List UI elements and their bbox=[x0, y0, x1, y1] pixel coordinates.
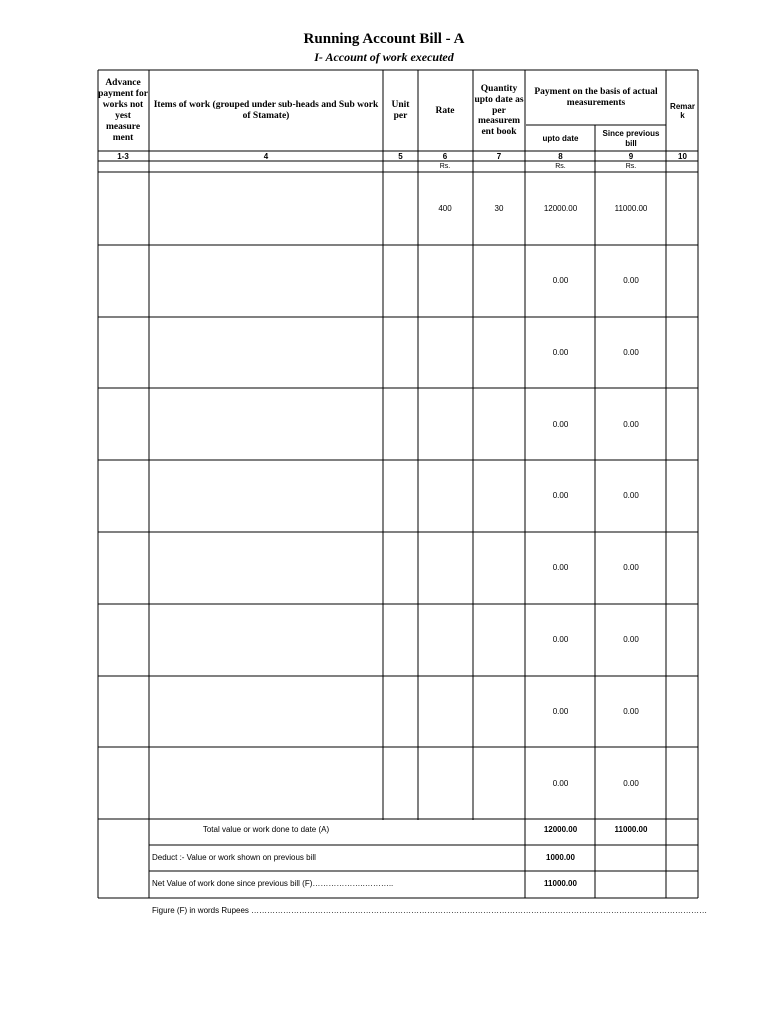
upto-date-cell: 0.00 bbox=[552, 419, 569, 429]
total-label: Total value or work done to date (A) bbox=[202, 824, 330, 834]
quantity-cell bbox=[474, 604, 524, 676]
upto-date-cell: 0.00 bbox=[552, 778, 569, 788]
currency-unit: Rs. bbox=[555, 162, 566, 170]
upto-date-cell: 0.00 bbox=[552, 706, 569, 716]
rate-cell bbox=[418, 747, 472, 819]
since-previous-cell: 0.00 bbox=[623, 563, 639, 573]
quantity-cell bbox=[474, 747, 524, 819]
rate-cell bbox=[418, 245, 472, 317]
header-remark: Remar k bbox=[670, 101, 695, 120]
upto-date-cell: 0.00 bbox=[552, 563, 569, 573]
rate-cell bbox=[418, 388, 472, 460]
column-number: 4 bbox=[263, 151, 269, 161]
header-payment: Payment on the basis of actual measurements bbox=[534, 87, 658, 108]
column-number: 8 bbox=[558, 151, 563, 161]
since-previous-cell: 0.00 bbox=[623, 778, 639, 788]
deduct-label: Deduct :- Value or work shown on previous bill bbox=[152, 852, 316, 862]
rate-cell bbox=[418, 460, 472, 532]
deduct-value: 1000.00 bbox=[546, 852, 575, 862]
rate-cell: 400 bbox=[438, 204, 452, 214]
quantity-cell bbox=[474, 245, 524, 317]
quantity-cell bbox=[474, 388, 524, 460]
header-since-previous: Since previous bill bbox=[602, 129, 660, 148]
page-subtitle: I- Account of work executed bbox=[314, 50, 454, 64]
upto-date-cell: 12000.00 bbox=[543, 204, 578, 214]
rate-cell bbox=[418, 604, 472, 676]
column-number: 1-3 bbox=[117, 151, 129, 161]
net-value-label: Net Value of work done since previous bill (F)………………..……….. bbox=[152, 878, 394, 888]
quantity-cell bbox=[474, 317, 524, 389]
upto-date-cell: 0.00 bbox=[552, 347, 569, 357]
since-previous-cell: 0.00 bbox=[623, 419, 639, 429]
quantity-cell bbox=[474, 676, 524, 748]
column-number: 7 bbox=[496, 151, 502, 161]
column-number: 9 bbox=[628, 151, 634, 161]
currency-unit: Rs. bbox=[439, 162, 451, 170]
quantity-cell bbox=[474, 460, 524, 532]
upto-date-cell: 0.00 bbox=[552, 276, 569, 286]
currency-unit: Rs. bbox=[625, 162, 637, 170]
column-number: 5 bbox=[398, 151, 403, 161]
since-previous-cell: 11000.00 bbox=[614, 204, 648, 214]
rate-cell bbox=[418, 676, 472, 748]
upto-date-cell: 0.00 bbox=[552, 491, 569, 501]
since-previous-cell: 0.00 bbox=[623, 276, 639, 286]
quantity-cell: 30 bbox=[494, 204, 504, 214]
rate-cell bbox=[418, 317, 472, 389]
header-items-of-work: Items of work (grouped under sub-heads and Sub work of Stamate) bbox=[153, 100, 379, 121]
page-title: Running Account Bill - A bbox=[303, 31, 465, 47]
since-previous-cell: 0.00 bbox=[623, 706, 639, 716]
header-advance-payment: Advance payment for works not yest measure ment bbox=[98, 78, 148, 143]
since-previous-cell: 0.00 bbox=[623, 491, 639, 501]
upto-date-cell: 0.00 bbox=[552, 635, 569, 645]
column-number: 6 bbox=[442, 151, 448, 161]
header-rate: Rate bbox=[435, 105, 455, 116]
rate-cell bbox=[418, 532, 472, 604]
quantity-cell bbox=[474, 532, 524, 604]
total-since-previous: 11000.00 bbox=[614, 824, 648, 834]
column-number: 10 bbox=[678, 151, 687, 161]
since-previous-cell: 0.00 bbox=[623, 347, 639, 357]
header-upto-date: upto date bbox=[542, 133, 579, 143]
total-upto-date: 12000.00 bbox=[543, 824, 578, 834]
header-unit: Unit per bbox=[391, 100, 410, 121]
header-quantity: Quantity upto date as per measurem ent book bbox=[474, 83, 524, 138]
figure-in-words: Figure (F) in words Rupees ……………………………………………………………………………………………………………………………………………………… bbox=[152, 906, 708, 915]
net-value: 11000.00 bbox=[544, 878, 577, 888]
since-previous-cell: 0.00 bbox=[623, 635, 639, 645]
